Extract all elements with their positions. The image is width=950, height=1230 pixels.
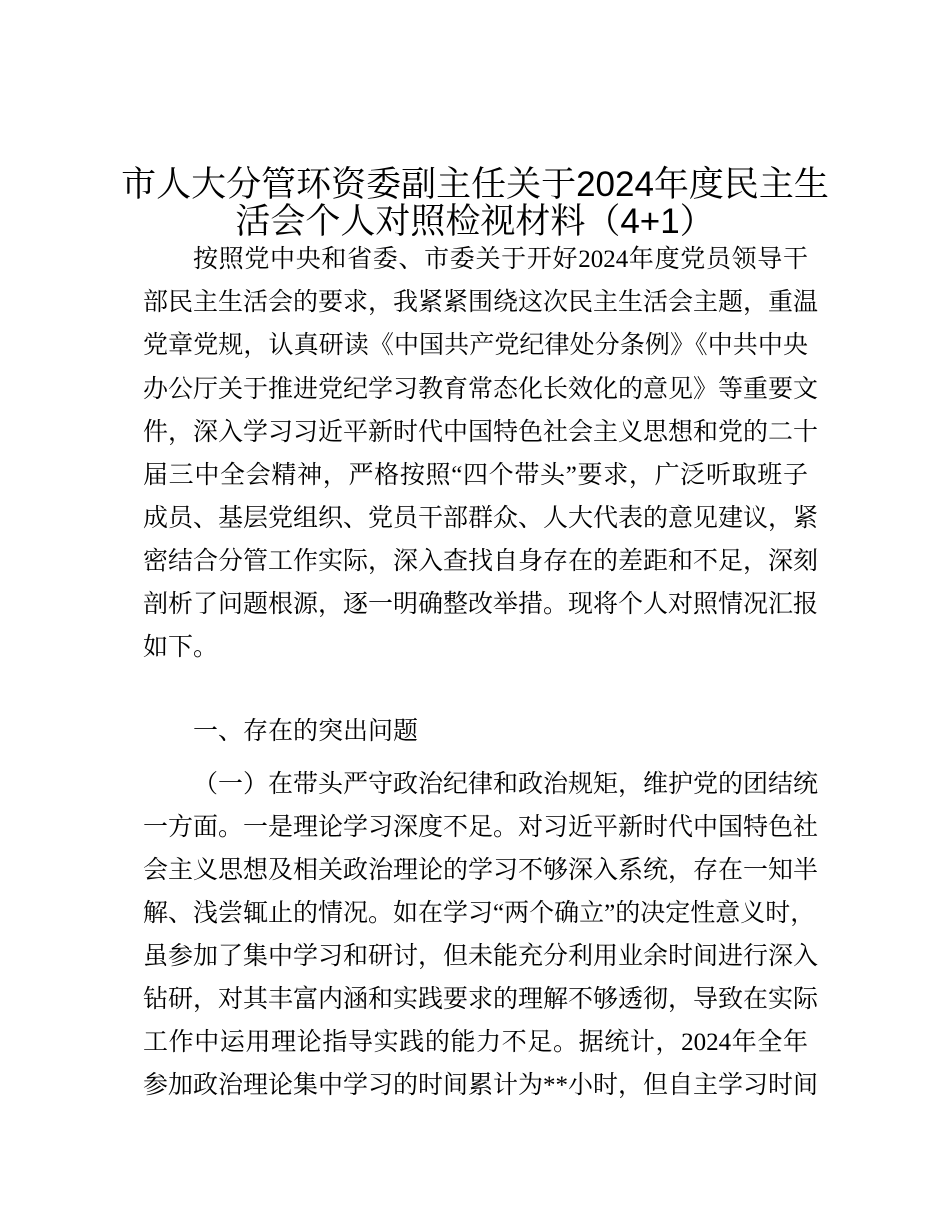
- section1-line: 解、浅尝辄止的情况。如在学习“两个确立”的决定性意义时，: [143, 900, 816, 927]
- intro-line: 如下。: [143, 634, 219, 661]
- section1-line: 参加政治理论集中学习的时间累计为**小时，但自主学习时间: [143, 1072, 819, 1099]
- document-title-line-2: 活会个人对照检视材料（4+1）: [235, 202, 715, 241]
- section1-line: 工作中运用理论指导实践的能力不足。据统计，2024年全年: [143, 1029, 808, 1056]
- intro-line: 剖析了问题根源，逐一明确整改举措。现将个人对照情况汇报: [143, 591, 819, 618]
- section1-line: 钻研，对其丰富内涵和实践要求的理解不够透彻，导致在实际: [143, 986, 819, 1013]
- intro-line: 件，深入学习习近平新时代中国特色社会主义思想和党的二十: [143, 419, 819, 446]
- section1-line: （一）在带头严守政治纪律和政治规矩，维护党的团结统: [193, 771, 819, 798]
- section1-line: 会主义思想及相关政治理论的学习不够深入系统，存在一知半: [143, 857, 819, 884]
- section-heading: 一、存在的突出问题: [193, 718, 419, 745]
- intro-line: 办公厅关于推进党纪学习教育常态化长效化的意见》等重要文: [143, 376, 819, 403]
- document-title-line-1: 市人大分管环资委副主任关于2024年度民主生: [121, 165, 829, 204]
- intro-line: 部民主生活会的要求，我紧紧围绕这次民主生活会主题，重温: [143, 289, 819, 316]
- section1-line: 虽参加了集中学习和研讨，但未能充分利用业余时间进行深入: [143, 943, 819, 970]
- intro-line: 成员、基层党组织、党员干部群众、人大代表的意见建议，紧: [143, 505, 819, 532]
- intro-line: 届三中全会精神，严格按照“四个带头”要求，广泛听取班子: [143, 462, 808, 489]
- intro-line: 密结合分管工作实际，深入查找自身存在的差距和不足，深刻: [143, 548, 819, 575]
- section1-line: 一方面。一是理论学习深度不足。对习近平新时代中国特色社: [143, 814, 819, 841]
- intro-line: 按照党中央和省委、市委关于开好2024年度党员领导干: [193, 246, 808, 273]
- intro-line: 党章党规，认真研读《中国共产党纪律处分条例》《中共中央: [143, 332, 808, 359]
